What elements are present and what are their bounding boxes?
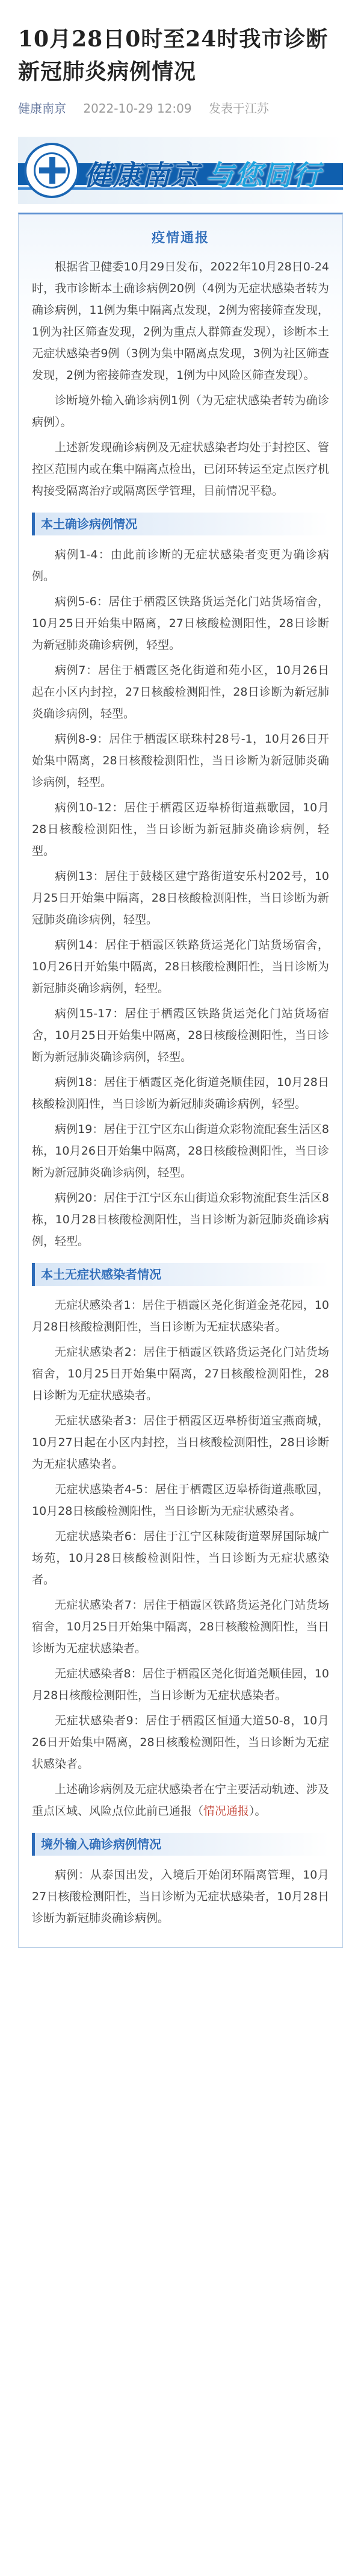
case-item: 病例8-9：居住于栖霞区联珠村28号-1，10月26日开始集中隔离，28日核酸检测阳性，当日诊断为新冠肺炎确诊病例，轻型。 (32, 732, 329, 789)
case-item: 病例13：居住于鼓楼区建宁路街道安乐村202号，10月25日开始集中隔离，28日核酸检测阳性，当日诊断为新冠肺炎确诊病例，轻型。 (32, 870, 329, 926)
asymptomatic-item: 无症状感染者9：居住于栖霞区恒通大道50-8，10月26日开始集中隔离，28日核酸检测阳性，当日诊断为无症状感染者。 (32, 1714, 329, 1771)
article-title: 10月28日0时至24时我市诊断新冠肺炎病例情况 (18, 27, 329, 84)
imported-case-item: 病例：从泰国出发，入境后开始闭环隔离管理，10月27日核酸检测阳性，当日诊断为无症状感染者，10月28日诊断为新冠肺炎确诊病例。 (32, 1868, 329, 1925)
case-item: 病例19：居住于江宁区东山街道众彩物流配套生活区8栋，10月26日开始集中隔离，28日核酸检测阳性，当日诊断为新冠肺炎确诊病例，轻型。 (32, 1123, 329, 1179)
intro-paragraph: 诊断境外输入确诊病例1例（为无症状感染者转为确诊病例）。 (32, 394, 329, 429)
health-emblem-icon (24, 143, 79, 198)
slogan-sub: 与您同行 (206, 159, 321, 192)
asymptomatic-item: 无症状感染者2：居住于栖霞区铁路货运尧化门站货场宿舍，10月25日开始集中隔离，27日核酸检测阳性，28日诊断为无症状感染者。 (32, 1346, 329, 1402)
account-name-link[interactable]: 健康南京 (18, 101, 66, 116)
asymptomatic-item: 无症状感染者1：居住于栖霞区尧化街道金尧花园，10月28日核酸检测阳性，当日诊断为无症状感染者。 (32, 1299, 329, 1333)
intro-paragraph: 上述新发现确诊病例及无症状感染者均处于封控区、管控区范围内或在集中隔离点检出，已闭环转运至定点医疗机构接受隔离治疗或隔离医学管理，目前情况平稳。 (32, 441, 330, 497)
asymptomatic-item: 无症状感染者3：居住于栖霞区迈皋桥街道宝燕商城，10月27日起在小区内封控，当日核酸检测阳性，28日诊断为无症状感染者。 (32, 1414, 329, 1471)
section-heading-asymptomatic: 本土无症状感染者情况 (32, 1263, 329, 1286)
case-item: 病例5-6：居住于栖霞区铁路货运尧化门站货场宿舍，10月25日开始集中隔离，27日核酸检测阳性，28日诊断为新冠肺炎确诊病例，轻型。 (32, 595, 329, 652)
notice-title: 疫情通报 (151, 231, 209, 246)
asymptomatic-item: 无症状感染者4-5：居住于栖霞区迈皋桥街道燕歌园，10月28日核酸检测阳性，当日诊断为无症状感染者。 (32, 1483, 329, 1518)
case-item: 病例14：居住于栖霞区铁路货运尧化门站货场宿舍，10月26日开始集中隔离，28日核酸检测阳性，当日诊断为新冠肺炎确诊病例，轻型。 (32, 938, 329, 995)
case-item: 病例20：居住于江宁区东山街道众彩物流配套生活区8栋，10月28日核酸检测阳性，当日诊断为新冠肺炎确诊病例，轻型。 (32, 1191, 329, 1248)
closing-text: 上述确诊病例及无症状感染者在宁主要活动轨迹、涉及重点区域、风险点位此前已通报（ (32, 1783, 330, 1818)
asymptomatic-item: 无症状感染者7：居住于栖霞区铁路货运尧化门站货场宿舍，10月25日开始集中隔离，28日核酸检测阳性，当日诊断为无症状感染者。 (32, 1598, 329, 1655)
case-item: 病例15-17：居住于栖霞区铁路货运尧化门站货场宿舍，10月25日开始集中隔离，28日核酸检测阳性，当日诊断为新冠肺炎确诊病例，轻型。 (32, 1007, 329, 1064)
publish-location: 发表于江苏 (208, 101, 269, 116)
closing-end: ）。 (249, 1804, 267, 1818)
asymptomatic-item: 无症状感染者8：居住于栖霞区尧化街道尧顺佳园，10月28日核酸检测阳性，当日诊断为无症状感染者。 (32, 1667, 329, 1702)
asymptomatic-item: 无症状感染者6：居住于江宁区秣陵街道翠屏国际城广场苑，10月28日核酸检测阳性，当日诊断为无症状感染者。 (32, 1530, 329, 1586)
article-meta (18, 99, 343, 116)
header-banner (18, 137, 343, 204)
case-item: 病例1-4：由此前诊断的无症状感染者变更为确诊病例。 (32, 548, 329, 583)
case-item: 病例7：居住于栖霞区尧化街道和苑小区，10月26日起在小区内封控，27日核酸检测阳性，28日诊断为新冠肺炎确诊病例，轻型。 (32, 664, 329, 720)
case-item: 病例10-12：居住于栖霞区迈皋桥街道燕歌园，10月28日核酸检测阳性，当日诊断为新冠肺炎确诊病例，轻型。 (32, 801, 329, 858)
epidemic-notice-card (18, 213, 343, 1948)
situation-report-link[interactable]: 情况通报 (203, 1804, 250, 1818)
intro-paragraph: 根据省卫健委10月29日发布，2022年10月28日0-24时，我市诊断本土确诊病例20例（4例为无症状感染者转为确诊病例，11例为集中隔离点发现，2例为密接筛查发现，1例为社区筛查发现，2例为重点人群筛查发现），诊断本土无症状感染者9例（3例为集中隔离点发现，3例为社区筛查发现，2例为密接筛查发现，1例为中风险区筛查发现）。 (32, 260, 329, 382)
section-heading-confirmed: 本土确诊病例情况 (32, 513, 329, 535)
publish-date: 2022-10-29 12:09 (83, 101, 192, 116)
case-item: 病例18：居住于栖霞区尧化街道尧顺佳园，10月28日核酸检测阳性，当日诊断为新冠肺炎确诊病例，轻型。 (32, 1076, 329, 1111)
section-heading-imported: 境外输入确诊病例情况 (32, 1833, 329, 1856)
slogan-main: 健康南京 (84, 159, 200, 192)
closing-paragraph (32, 1779, 329, 1822)
banner-slogan (84, 154, 321, 193)
